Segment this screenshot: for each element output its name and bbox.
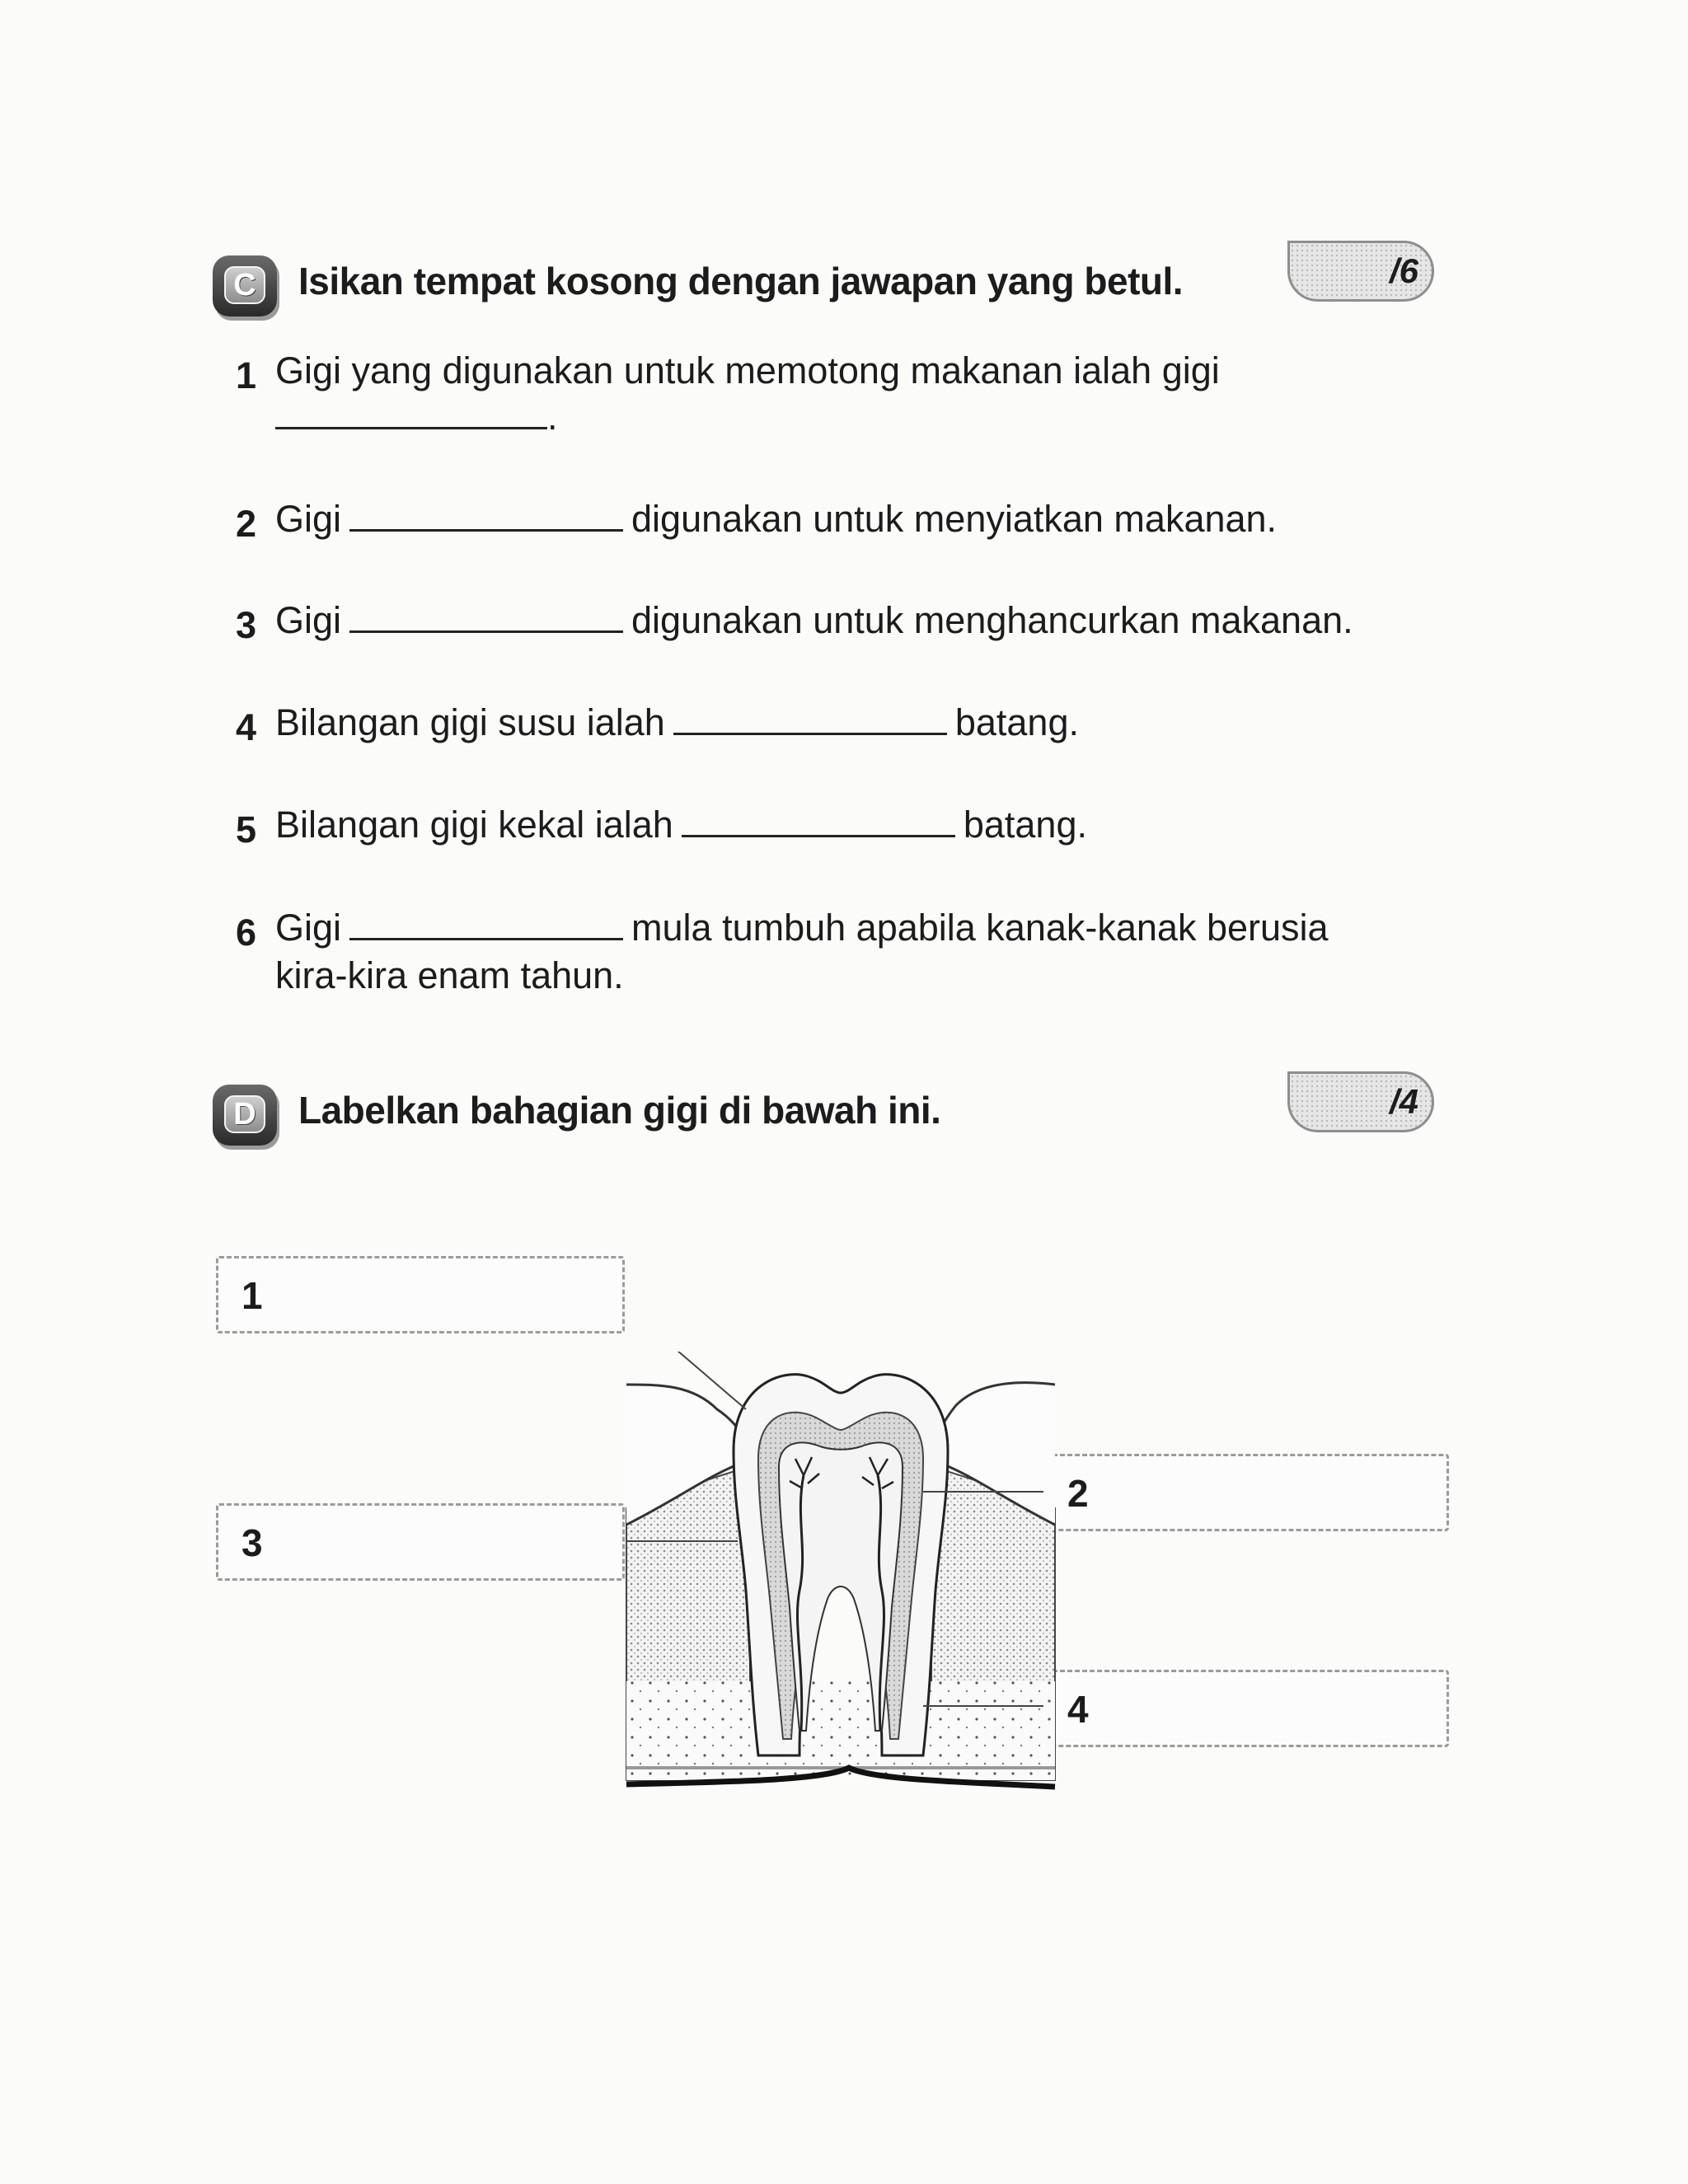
question-2-text: Gigi digunakan untuk menyiatkan makanan. <box>275 498 1278 540</box>
question-6-text-line2: kira-kira enam tahun. <box>275 954 624 996</box>
label-box-1-number: 1 <box>241 1274 263 1317</box>
question-1-end: . <box>547 396 558 438</box>
question-1-text: Gigi yang digunakan untuk memotong makanan ialah gigi <box>275 349 1220 391</box>
question-4-text: Bilangan gigi susu ialah batang. <box>275 701 1079 743</box>
label-box-4-number: 4 <box>1067 1688 1089 1731</box>
question-3-blank[interactable] <box>349 606 623 633</box>
section-c-letter: C <box>224 266 265 304</box>
question-3-text: Gigi digunakan untuk menghancurkan makanan. <box>275 599 1353 641</box>
label-box-2[interactable] <box>1042 1454 1449 1531</box>
label-box-1[interactable] <box>216 1256 625 1333</box>
question-1-blank[interactable] <box>275 402 547 429</box>
section-d-score: /4 <box>1287 1071 1434 1132</box>
question-2-blank[interactable] <box>349 504 623 532</box>
label-box-2-number: 2 <box>1067 1472 1089 1515</box>
question-5-number: 5 <box>236 808 257 851</box>
section-c-score: /6 <box>1287 241 1434 302</box>
section-c-badge <box>213 255 277 316</box>
question-6-blank[interactable] <box>349 913 623 940</box>
label-box-4[interactable] <box>1042 1670 1449 1747</box>
question-5-blank[interactable] <box>682 810 955 837</box>
tooth-diagram <box>610 1352 1071 1813</box>
label-box-3-number: 3 <box>241 1521 263 1564</box>
question-4-blank[interactable] <box>673 708 947 735</box>
label-box-3[interactable] <box>216 1503 625 1581</box>
question-4-number: 4 <box>236 706 257 748</box>
section-d-badge <box>213 1085 277 1146</box>
question-5-text: Bilangan gigi kekal ialah batang. <box>275 804 1087 846</box>
question-1-answer-line <box>275 394 558 440</box>
jaw-base <box>626 1681 1055 1780</box>
question-2-number: 2 <box>236 503 257 545</box>
section-c-title: Isikan tempat kosong dengan jawapan yang betul. <box>298 260 1184 302</box>
question-6-text: Gigi mula tumbuh apabila kanak-kanak berusia <box>275 907 1329 949</box>
question-6-number: 6 <box>236 912 257 954</box>
section-d-title: Labelkan bahagian gigi di bawah ini. <box>298 1089 941 1132</box>
question-1-number: 1 <box>236 354 257 396</box>
question-3-number: 3 <box>236 604 257 646</box>
section-d-letter: D <box>224 1095 265 1133</box>
